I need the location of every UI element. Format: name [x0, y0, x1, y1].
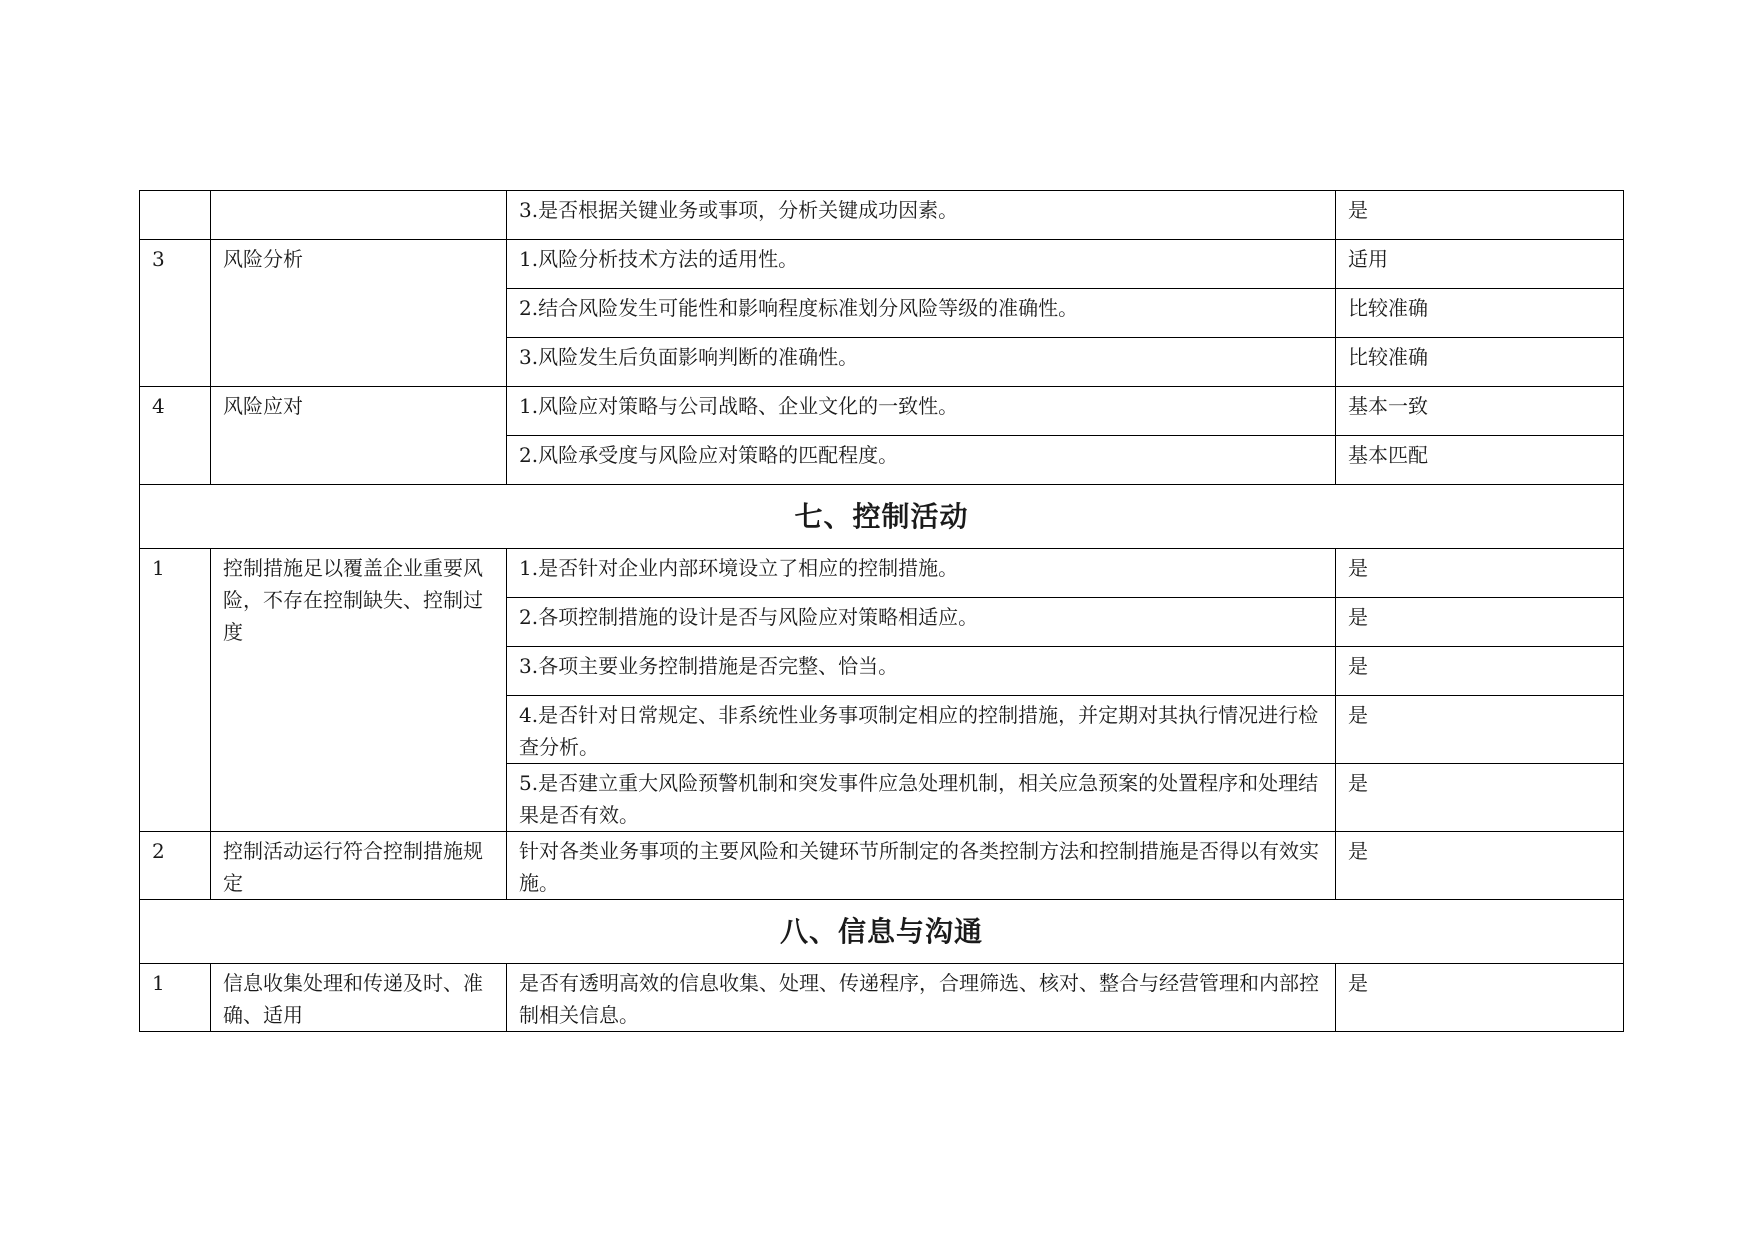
evaluation-result: 是: [1336, 832, 1624, 900]
evaluation-result: 是: [1336, 764, 1624, 832]
evaluation-criterion: 1.风险分析技术方法的适用性。: [507, 240, 1336, 289]
section-row: [140, 900, 1624, 964]
evaluation-table: [139, 190, 1624, 1032]
evaluation-result: 比较准确: [1336, 289, 1624, 338]
evaluation-item: 控制活动运行符合控制措施规定: [211, 832, 507, 900]
row-number: 1: [140, 549, 211, 832]
section-heading: 七、控制活动: [140, 485, 1624, 549]
table-row: [140, 964, 1624, 1032]
evaluation-result: 比较准确: [1336, 338, 1624, 387]
evaluation-result: 基本一致: [1336, 387, 1624, 436]
evaluation-result: 是: [1336, 647, 1624, 696]
row-number: [140, 191, 211, 240]
section-heading: 八、信息与沟通: [140, 900, 1624, 964]
evaluation-criterion: 2.各项控制措施的设计是否与风险应对策略相适应。: [507, 598, 1336, 647]
evaluation-result: 是: [1336, 191, 1624, 240]
evaluation-criterion: 3.风险发生后负面影响判断的准确性。: [507, 338, 1336, 387]
evaluation-criterion: 2.结合风险发生可能性和影响程度标准划分风险等级的准确性。: [507, 289, 1336, 338]
evaluation-criterion: 2.风险承受度与风险应对策略的匹配程度。: [507, 436, 1336, 485]
table-row: [140, 832, 1624, 900]
evaluation-result: 是: [1336, 598, 1624, 647]
evaluation-item: 信息收集处理和传递及时、准确、适用: [211, 964, 507, 1032]
row-number: 3: [140, 240, 211, 387]
evaluation-result: 是: [1336, 696, 1624, 764]
evaluation-criterion: 4.是否针对日常规定、非系统性业务事项制定相应的控制措施，并定期对其执行情况进行检查分析。: [507, 696, 1336, 764]
evaluation-item: [211, 191, 507, 240]
table-row: [140, 387, 1624, 436]
evaluation-result: 是: [1336, 549, 1624, 598]
evaluation-result: 基本匹配: [1336, 436, 1624, 485]
evaluation-criterion: 是否有透明高效的信息收集、处理、传递程序，合理筛选、核对、整合与经营管理和内部控制相关信息。: [507, 964, 1336, 1032]
evaluation-criterion: 5.是否建立重大风险预警机制和突发事件应急处理机制，相关应急预案的处置程序和处理结果是否有效。: [507, 764, 1336, 832]
row-number: 4: [140, 387, 211, 485]
evaluation-item: 控制措施足以覆盖企业重要风险，不存在控制缺失、控制过度: [211, 549, 507, 832]
evaluation-result: 适用: [1336, 240, 1624, 289]
evaluation-item: 风险分析: [211, 240, 507, 387]
table-row: [140, 240, 1624, 289]
evaluation-criterion: 3.是否根据关键业务或事项，分析关键成功因素。: [507, 191, 1336, 240]
evaluation-criterion: 针对各类业务事项的主要风险和关键环节所制定的各类控制方法和控制措施是否得以有效实施。: [507, 832, 1336, 900]
evaluation-result: 是: [1336, 964, 1624, 1032]
evaluation-criterion: 1.风险应对策略与公司战略、企业文化的一致性。: [507, 387, 1336, 436]
evaluation-criterion: 3.各项主要业务控制措施是否完整、恰当。: [507, 647, 1336, 696]
row-number: 1: [140, 964, 211, 1032]
evaluation-item: 风险应对: [211, 387, 507, 485]
evaluation-criterion: 1.是否针对企业内部环境设立了相应的控制措施。: [507, 549, 1336, 598]
row-number: 2: [140, 832, 211, 900]
table-row: [140, 191, 1624, 240]
section-row: [140, 485, 1624, 549]
table-row: [140, 549, 1624, 598]
